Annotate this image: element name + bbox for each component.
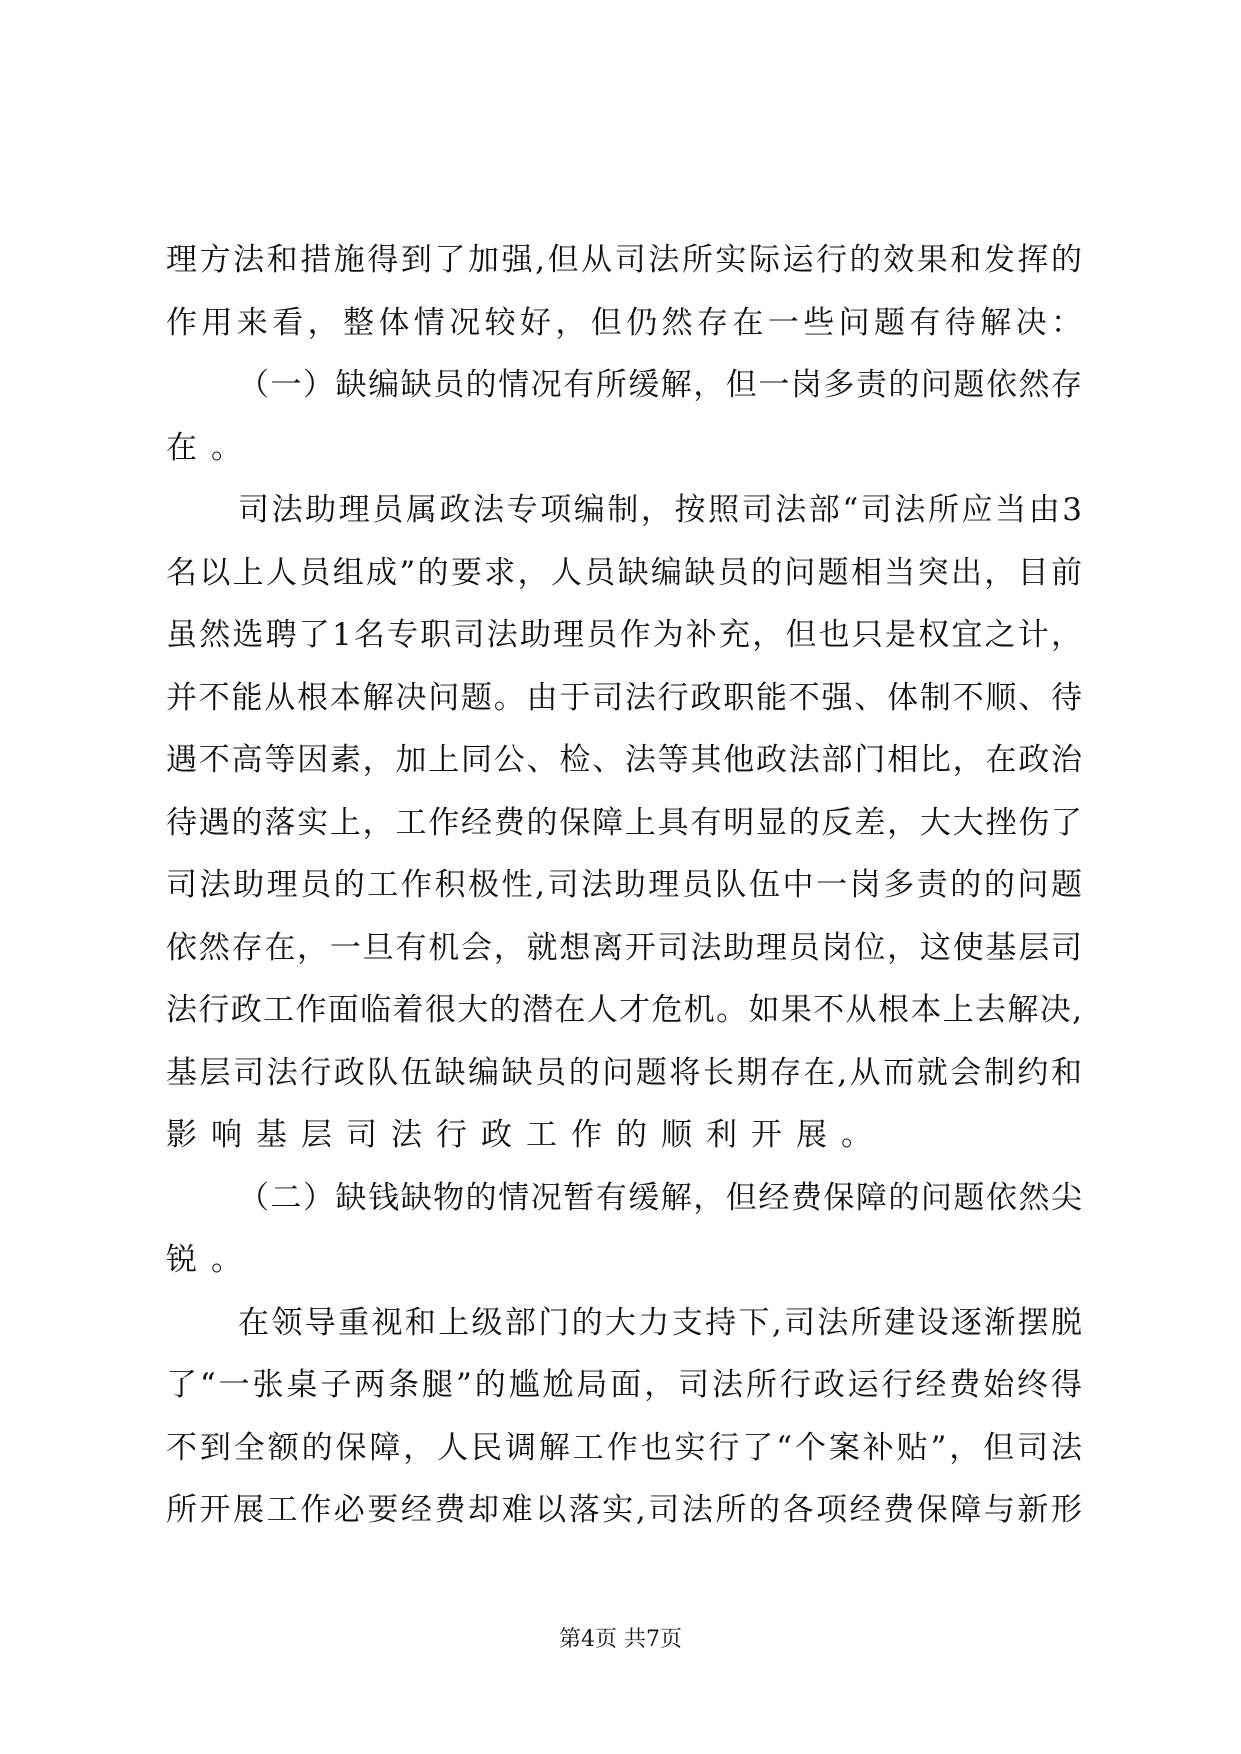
text-line: 司法助理员的工作积极性,司法助理员队伍中一岗多责的的问题 bbox=[166, 867, 1082, 903]
text-line: 理方法和措施得到了加强,但从司法所实际运行的效果和发挥的 bbox=[166, 242, 1082, 278]
text-line: 依然存在，一旦有机会，就想离开司法助理员岗位，这使基层司 bbox=[166, 929, 1082, 966]
text-line: 法行政工作面临着很大的潜在人才危机。如果不从根本上去解决, bbox=[166, 992, 1082, 1028]
text-line: 名以上人员组成”的要求，人员缺编缺员的问题相当突出，目前 bbox=[166, 554, 1082, 591]
page-number: 第4页 共7页 bbox=[559, 1627, 682, 1652]
text-line: 虽然选聘了1名专职司法助理员作为补充，但也只是权宜之计， bbox=[166, 617, 1082, 653]
text-line: 遇不高等因素，加上同公、检、法等其他政法部门相比，在政治 bbox=[166, 742, 1082, 778]
text-line: 基层司法行政队伍缺编缺员的问题将长期存在,从而就会制约和 bbox=[166, 1054, 1082, 1091]
document-body bbox=[166, 238, 1082, 1551]
text-line: 锐。 bbox=[166, 1242, 256, 1278]
text-line: 了“一张桌子两条腿”的尴尬局面，司法所行政运行经费始终得 bbox=[166, 1367, 1082, 1403]
text-line: （二）缺钱缺物的情况暂有缓解，但经费保障的问题依然尖 bbox=[238, 1179, 1082, 1216]
text-line: 影响基层司法行政工作的顺利开展。 bbox=[166, 1117, 886, 1153]
text-line: 不到全额的保障，人民调解工作也实行了“个案补贴”，但司法 bbox=[166, 1429, 1082, 1466]
text-line: 并不能从根本解决问题。由于司法行政职能不强、体制不顺、待 bbox=[166, 679, 1082, 716]
text-line: 所开展工作必要经费却难以落实,司法所的各项经费保障与新形 bbox=[166, 1492, 1082, 1528]
text-line: 司法助理员属政法专项编制，按照司法部“司法所应当由3 bbox=[238, 492, 1082, 528]
text-line: 在领导重视和上级部门的大力支持下,司法所建设逐渐摆脱 bbox=[238, 1304, 1082, 1341]
text-line: 在。 bbox=[166, 429, 256, 466]
text-line: 作用来看，整体情况较好，但仍然存在一些问题有待解决： bbox=[166, 304, 1082, 341]
page-footer bbox=[0, 1622, 1241, 1653]
text-line: （一）缺编缺员的情况有所缓解，但一岗多责的问题依然存 bbox=[238, 367, 1082, 403]
text-line: 待遇的落实上，工作经费的保障上具有明显的反差，大大挫伤了 bbox=[166, 804, 1082, 841]
